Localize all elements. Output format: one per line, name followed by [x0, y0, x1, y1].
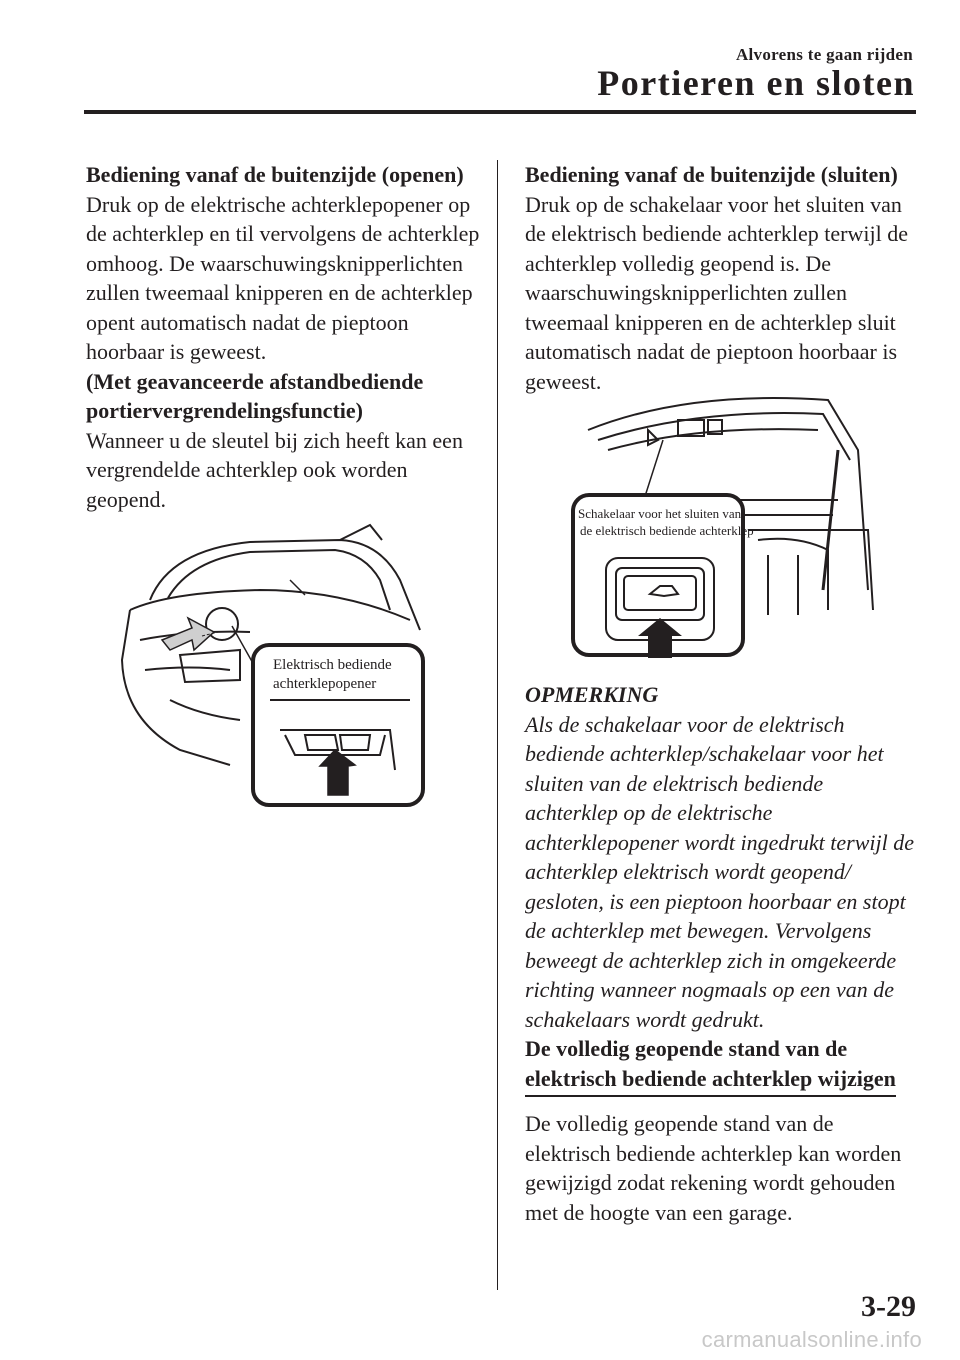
left-column — [86, 160, 486, 514]
figure-liftgate-close-switch — [568, 390, 878, 660]
subheading-change-open-position — [525, 1034, 896, 1097]
figure-label-opener-2: achterklepopener — [273, 676, 377, 692]
page-title: Portieren en sloten — [597, 63, 915, 103]
figure-label-switch-2: de elektrisch bediende achterklep — [580, 523, 754, 538]
subheading-line-2: elektrisch bediende achterklep wijzigen — [525, 1065, 896, 1091]
header-rule — [84, 110, 916, 114]
section-label: Alvorens te gaan rijden — [735, 45, 913, 64]
right-column-bottom — [525, 680, 915, 1227]
note-body: Als de schakelaar voor de elektrisch bediende achterklep/schakelaar voor het sluiten van de elektrisch bediende achterklep op de elektrische achterklepopener wordt ingedrukt terwijl de achterklep elektrisch wordt geopend/ gesloten, is een pieptoon hoorbaar en stopt de achterklep met bewegen. Vervolgens beweegt de achterklep zich in omgekeerde richting wanneer nogmaals op een van de schakelaars wordt gedrukt. — [525, 711, 914, 1032]
heading-closing: Bediening vanaf de buitenzijde (sluiten) — [525, 162, 898, 187]
right-column-top — [525, 160, 925, 396]
watermark: carmanualsonline.info — [701, 1327, 922, 1352]
figure-label-switch-1: Schakelaar voor het sluiten van — [578, 506, 742, 521]
paragraph-closing: Druk op de schakelaar voor het sluiten van de elektrisch bediende achterklep terwijl de achterklep volledig geopend is. De waarschuwingsknipperlichten zullen tweemaal knipperen en de achterklep sluit automatisch nadat de pieptoon hoorbaar is geweest. — [525, 191, 908, 394]
figure-liftgate-opener — [110, 520, 440, 810]
page-number: 3-29 — [861, 1290, 916, 1323]
column-divider — [497, 160, 498, 1290]
figure-label-opener-1: Elektrisch bediende — [273, 657, 392, 673]
note-title: OPMERKING — [525, 682, 659, 707]
subheading-line-1: De volledig geopende stand van de — [525, 1036, 848, 1061]
paragraph-opening: Druk op de elektrische achterklepopener op de achterklep en til vervolgens de achterklep omhoog. De waarschuwingsknipperlichten zullen tweemaal knipperen en de achterklep opent automatisch nadat de pieptoon hoorbaar is geweest. — [86, 191, 480, 364]
heading-opening: Bediening vanaf de buitenzijde (openen) — [86, 162, 464, 187]
advanced-keyless-note: (Met geavanceerde afstandbediende portiervergrendelingsfunctie) — [86, 368, 424, 423]
paragraph-keyless: Wanneer u de sleutel bij zich heeft kan een vergrendelde achterklep ook worden geopend. — [86, 427, 463, 512]
paragraph-change-open-position: De volledig geopende stand van de elektrisch bediende achterklep kan worden gewijzigd zodat rekening wordt gehouden met de hoogte van een garage. — [525, 1111, 902, 1225]
